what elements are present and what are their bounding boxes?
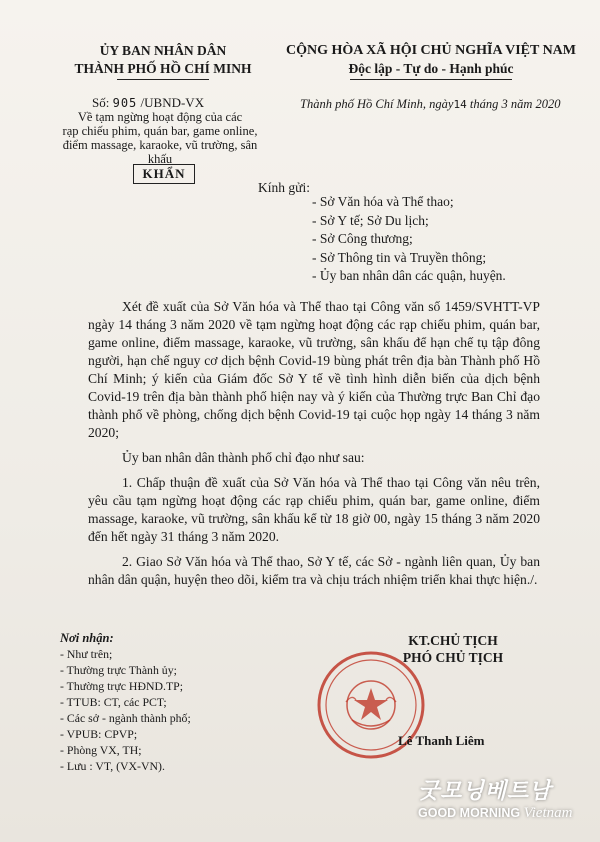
document-subject xyxy=(60,110,260,166)
document-number xyxy=(92,95,204,111)
body-paragraph-3: 1. Chấp thuận đề xuất của Sở Văn hóa và Thể thao tại Công văn nêu trên, yêu cầu tạm ngừng hoạt động các rạp chiếu phim, quán bar, game online, điểm massage, karaoke, vũ trường, sân khấu kể từ 18 giờ 00, ngày 15 tháng 3 năm 2020 đến hết ngày 31 tháng 3 năm 2020. xyxy=(88,475,540,544)
recipient-item: - Sở Thông tin và Truyền thông; xyxy=(312,249,487,265)
body-paragraph-4: 2. Giao Sở Văn hóa và Thể thao, Sở Y tế, các Sở - ngành liên quan, Ủy ban nhân dân quận, huyện theo dõi, kiểm tra và chịu trách nhiệm triển khai thực hiện./. xyxy=(88,554,540,587)
subject-line: Về tạm ngừng hoạt động của các xyxy=(77,110,243,124)
distribution-item: - Phòng VX, TH; xyxy=(60,743,142,757)
subject-line: điểm massage, karaoke, vũ trường, sân khấu xyxy=(62,138,258,166)
recipient-item: - Sở Y tế; Sở Du lịch; xyxy=(312,212,429,228)
recipients-list xyxy=(312,193,506,286)
watermark-korean: 굿모닝베트남 xyxy=(418,779,552,804)
distribution-item: - Các sở - ngành thành phố; xyxy=(60,711,191,725)
distribution-list xyxy=(60,630,191,774)
issuer-line-2: THÀNH PHỐ HỒ CHÍ MINH xyxy=(74,61,252,76)
national-title: CỘNG HÒA XÃ HỘI CHỦ NGHĨA VIỆT NAM xyxy=(285,43,576,58)
signer-name: Lê Thanh Liêm xyxy=(398,733,485,748)
signature-line-2: PHÓ CHỦ TỊCH xyxy=(402,650,504,665)
document-number-suffix: /UBND-VX xyxy=(140,95,205,110)
recipients-label: Kính gửi: xyxy=(258,180,310,195)
distribution-title: Nơi nhận: xyxy=(60,631,114,645)
distribution-item: - TTUB: CT, các PCT; xyxy=(60,695,167,709)
national-header xyxy=(276,42,586,78)
issuer-line-1: ỦY BAN NHÂN DÂN xyxy=(99,43,227,58)
watermark-english-script: Vietnam xyxy=(523,805,573,821)
distribution-item: - Lưu : VT, (VX-VN). xyxy=(60,759,165,773)
body-paragraph-2: Ủy ban nhân dân thành phố chỉ đạo như sau: xyxy=(122,450,365,465)
document-number-value: 905 xyxy=(112,96,138,110)
urgent-stamp: KHẨN xyxy=(133,164,195,184)
watermark xyxy=(418,774,588,822)
subject-line: rạp chiếu phim, quán bar, game online, xyxy=(62,124,258,138)
date-day: 14 xyxy=(453,98,467,111)
watermark-english xyxy=(418,805,588,822)
distribution-item: - VPUB: CPVP; xyxy=(60,727,138,741)
document-body xyxy=(88,298,540,589)
body-paragraph-1: Xét đề xuất của Sở Văn hóa và Thể thao tại Công văn số 1459/SVHTT-VP ngày 14 tháng 3 năm 2020 về tạm ngừng hoạt động các rạp chiếu phim, quán bar, game online, điểm massage, karaoke, vũ trường, sân khấu để hạn chế tụ tập đông người, hạn chế nguy cơ dịch bệnh Covid-19 bùng phát trên địa bàn Thành phố Hồ Chí Minh; ý kiến của Giám đốc Sở Y tế về tình hình diễn biến của dịch bệnh Covid-19 trên địa bàn thành phố hiện nay và ý kiến của Thường trực Ban Chỉ đạo thành phố về phòng, chống dịch bệnh Covid-19 tại cuộc họp ngày 14 tháng 3 năm 2020; xyxy=(88,299,540,440)
distribution-item: - Thường trực Thành ủy; xyxy=(60,663,177,677)
date-suffix: tháng 3 năm 2020 xyxy=(469,97,561,111)
national-motto: Độc lập - Tự do - Hạnh phúc xyxy=(348,61,514,76)
document-number-label: Số: xyxy=(92,95,110,110)
issuer-header xyxy=(48,42,278,78)
watermark-english-bold: GOOD MORNING xyxy=(418,806,521,820)
issuer-underline xyxy=(117,79,209,80)
date-line xyxy=(300,97,560,112)
recipient-item: - Ủy ban nhân dân các quận, huyện. xyxy=(312,268,506,283)
distribution-item: - Như trên; xyxy=(60,647,113,661)
recipient-item: - Sở Văn hóa và Thể thao; xyxy=(312,194,454,209)
distribution-item: - Thường trực HĐND.TP; xyxy=(60,679,184,693)
date-prefix: Thành phố Hồ Chí Minh, ngày xyxy=(300,97,454,111)
motto-underline xyxy=(350,79,512,80)
recipient-item: - Sở Công thương; xyxy=(312,231,413,246)
signature-line-1: KT.CHỦ TỊCH xyxy=(408,633,498,648)
